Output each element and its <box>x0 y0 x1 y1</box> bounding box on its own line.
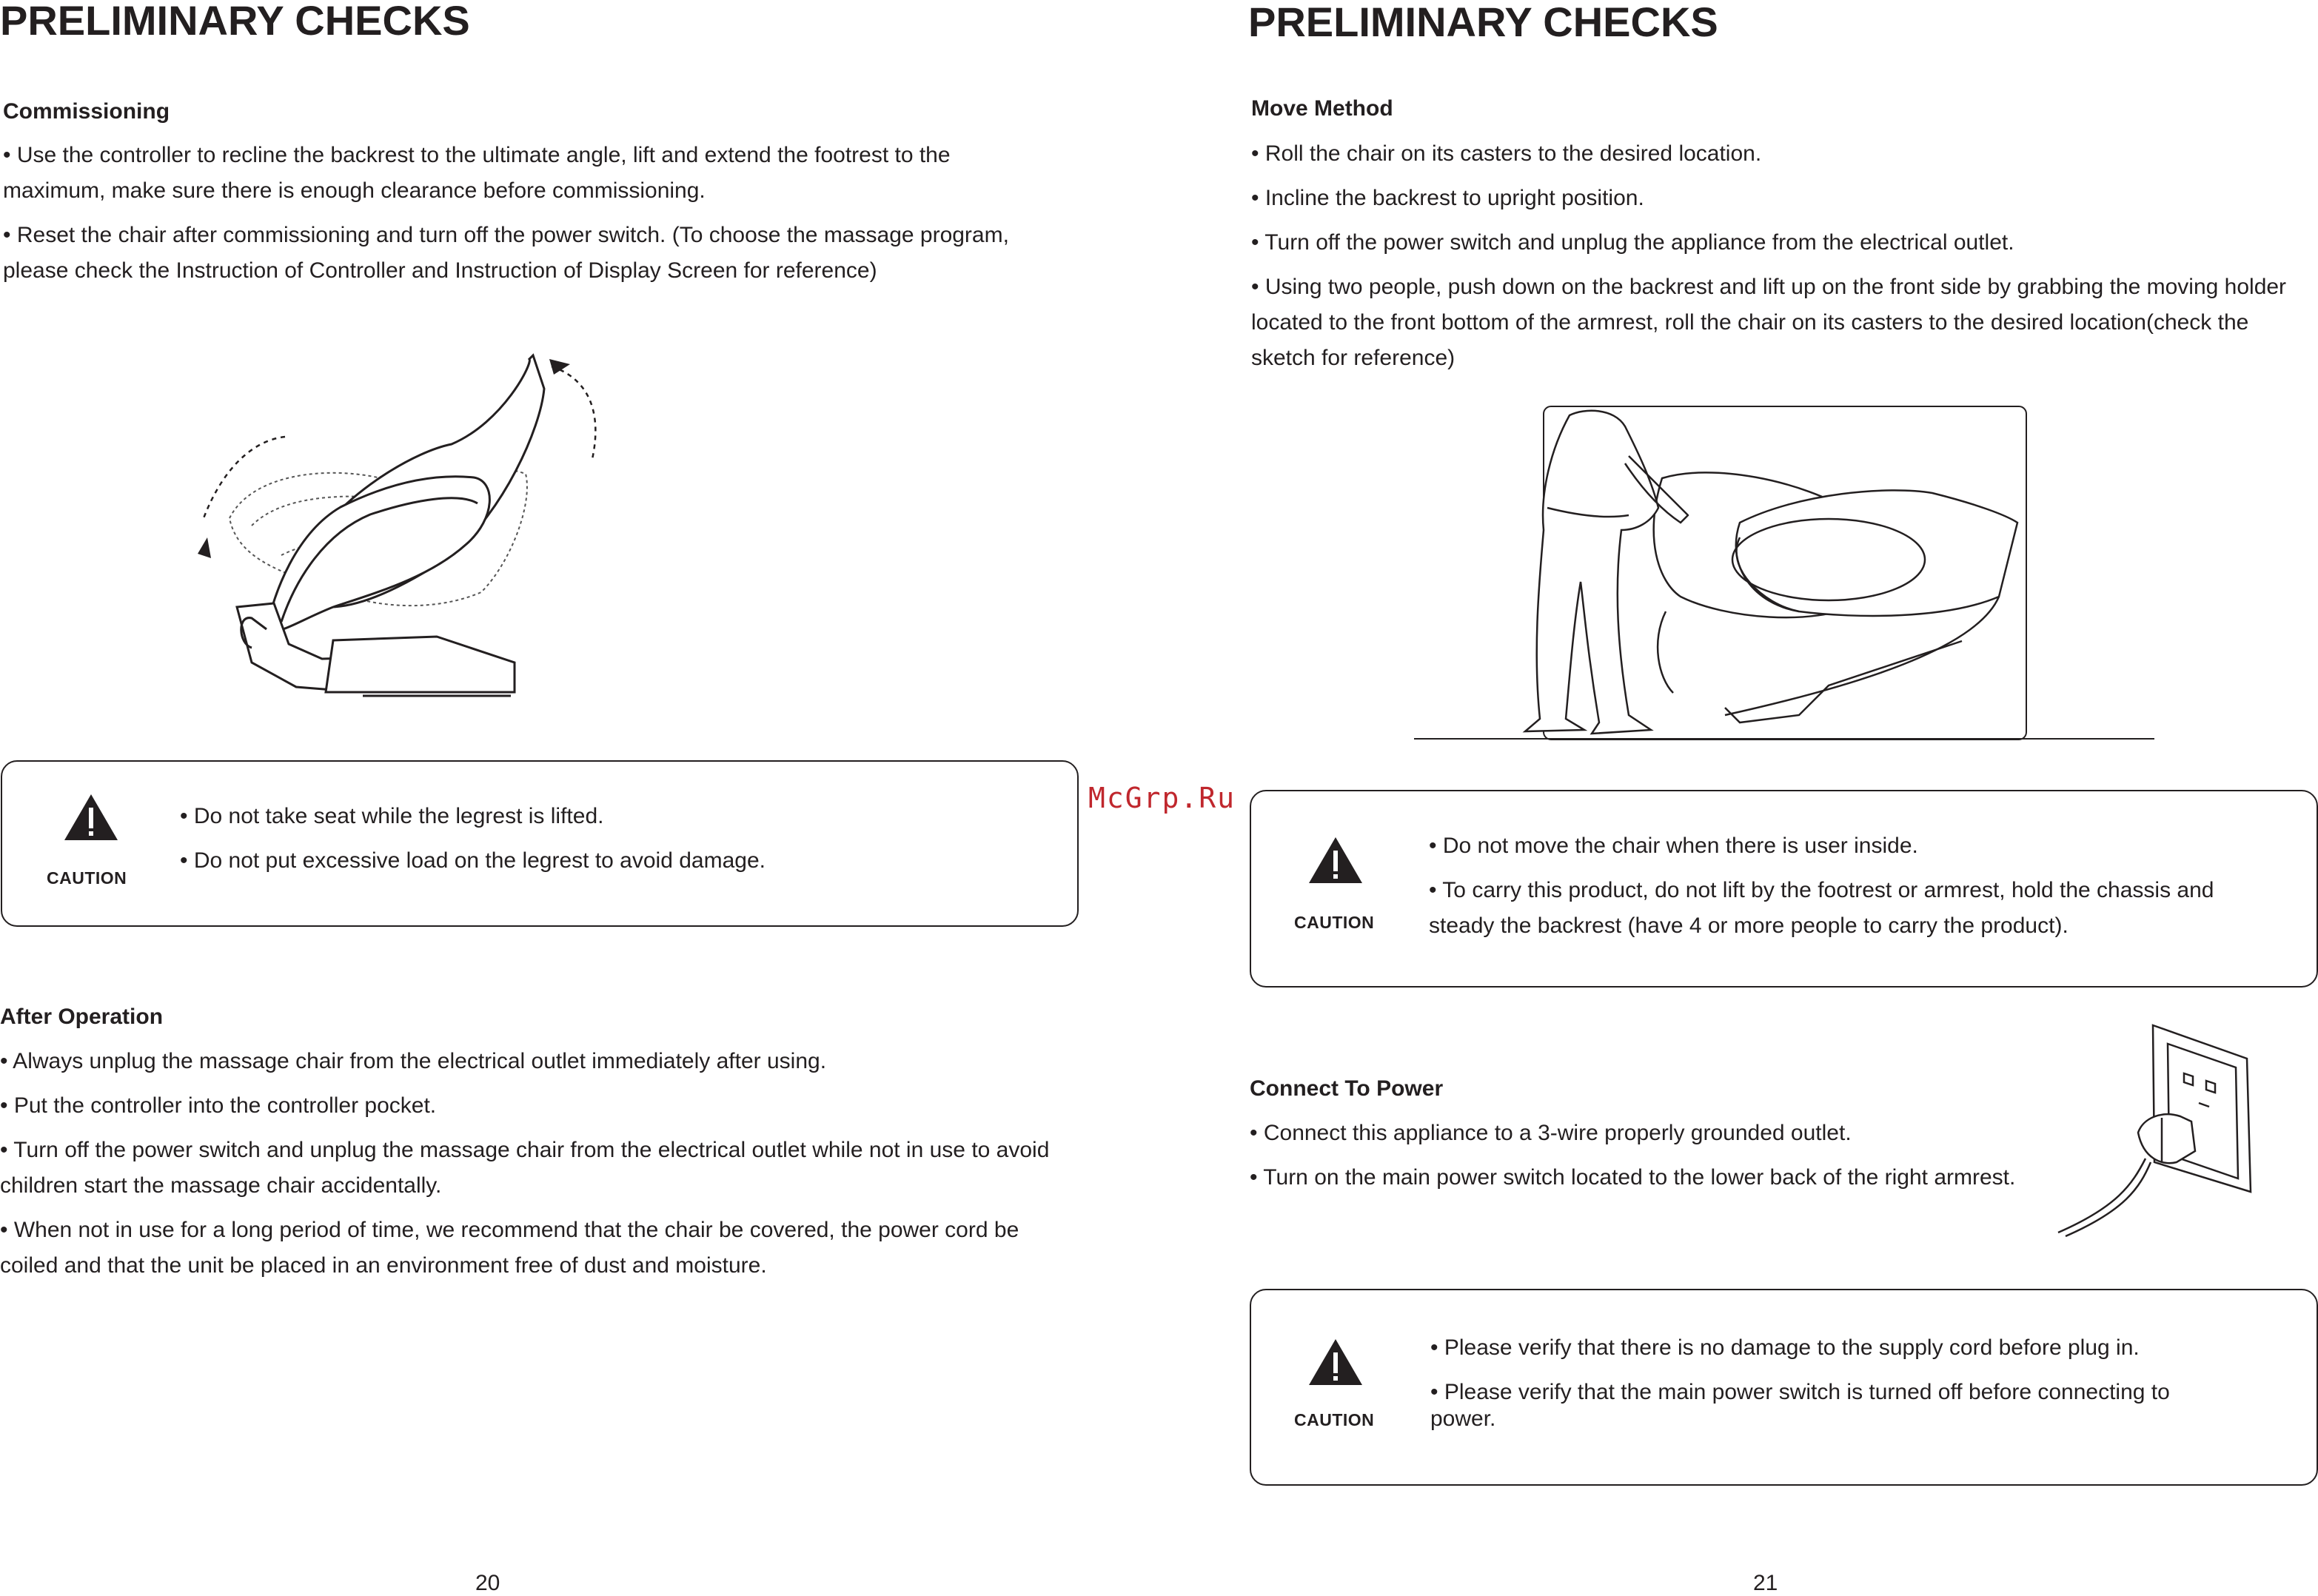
massage-chair-recline-illustration <box>185 348 689 703</box>
caution-box-move <box>1250 790 2318 988</box>
caution-label: CAUTION <box>1294 913 1375 932</box>
move-method-bullet-4: • Using two people, push down on the backrest and lift up on the front side by grabbing the moving holder located to the front bottom of the armrest, roll the chair on its casters to the desired location(check the sketch for reference) <box>1251 275 2287 370</box>
page-title-right: PRELIMINARY CHECKS <box>1248 0 1718 45</box>
after-operation-heading: After Operation <box>0 1005 164 1029</box>
caution-text <box>180 803 1054 892</box>
connect-power-bullet-2: • Turn on the main power switch located to the lower back of the right armrest. <box>1250 1165 2016 1190</box>
person-moving-chair-illustration <box>1414 404 2154 745</box>
caution-box-legrest <box>1 760 1079 927</box>
caution-item-2: • Do not put excessive load on the legrest to avoid damage. <box>180 848 766 873</box>
after-operation-bullet-4: • When not in use for a long period of time, we recommend that the chair be covered, the power cord be coiled and that the unit be placed in an environment free of dust and moisture. <box>0 1218 1019 1278</box>
warning-triangle-icon <box>1307 836 1364 885</box>
page-number-left: 20 <box>475 1571 500 1595</box>
arrow-right-icon <box>549 359 570 375</box>
caution-item-2: • To carry this product, do not lift by the footrest or armrest, hold the chassis and steady the backrest (have 4 or more people to carry the product). <box>1429 878 2214 938</box>
caution-item-1: • Do not move the chair when there is user inside. <box>1429 834 1918 858</box>
after-operation-text <box>0 1044 1066 1292</box>
caution-label: CAUTION <box>47 868 127 888</box>
watermark: McGrp.Ru <box>1088 782 1236 814</box>
connect-power-bullet-1: • Connect this appliance to a 3-wire properly grounded outlet. <box>1250 1121 1852 1145</box>
warning-triangle-icon <box>1307 1338 1364 1387</box>
move-method-bullet-3: • Turn off the power switch and unplug the appliance from the electrical outlet. <box>1251 230 2014 255</box>
connect-power-heading: Connect To Power <box>1250 1076 1444 1101</box>
page-number-right: 21 <box>1753 1571 1778 1595</box>
move-method-text <box>1251 136 2295 385</box>
caution-text <box>1429 833 2265 962</box>
after-operation-bullet-3: • Turn off the power switch and unplug the massage chair from the electrical outlet while not in use to avoid children start the massage chair accidentally. <box>0 1138 1050 1198</box>
after-operation-bullet-2: • Put the controller into the controller pocket. <box>0 1093 437 1118</box>
move-method-bullet-2: • Incline the backrest to upright position. <box>1251 186 1644 210</box>
caution-text <box>1430 1335 2215 1450</box>
caution-label: CAUTION <box>1294 1410 1375 1429</box>
move-method-bullet-1: • Roll the chair on its casters to the desired location. <box>1251 141 1762 166</box>
caution-item-1: • Please verify that there is no damage to the supply cord before plug in. <box>1430 1335 2140 1360</box>
commissioning-text <box>3 138 1047 298</box>
commissioning-bullet-2: • Reset the chair after commissioning and turn off the power switch. (To choose the massage program, please check the Instruction of Controller and Instruction of Display Screen for reference) <box>3 223 1009 283</box>
caution-item-1: • Do not take seat while the legrest is lifted. <box>180 804 604 828</box>
page-title-left: PRELIMINARY CHECKS <box>0 0 470 44</box>
plug-outlet-illustration <box>2051 1022 2258 1244</box>
caution-item-2: • Please verify that the main power switch is turned off before connecting to power. <box>1430 1380 2170 1431</box>
connect-power-text <box>1250 1116 2086 1204</box>
warning-triangle-icon <box>63 793 119 842</box>
arrow-left-icon <box>198 537 211 558</box>
caution-box-power <box>1250 1289 2318 1486</box>
after-operation-bullet-1: • Always unplug the massage chair from the electrical outlet immediately after using. <box>0 1049 827 1073</box>
commissioning-heading: Commissioning <box>3 99 170 124</box>
move-method-heading: Move Method <box>1251 96 1393 121</box>
commissioning-bullet-1: • Use the controller to recline the backrest to the ultimate angle, lift and extend the footrest to the maximum, make sure there is enough clearance before commissioning. <box>3 143 951 203</box>
